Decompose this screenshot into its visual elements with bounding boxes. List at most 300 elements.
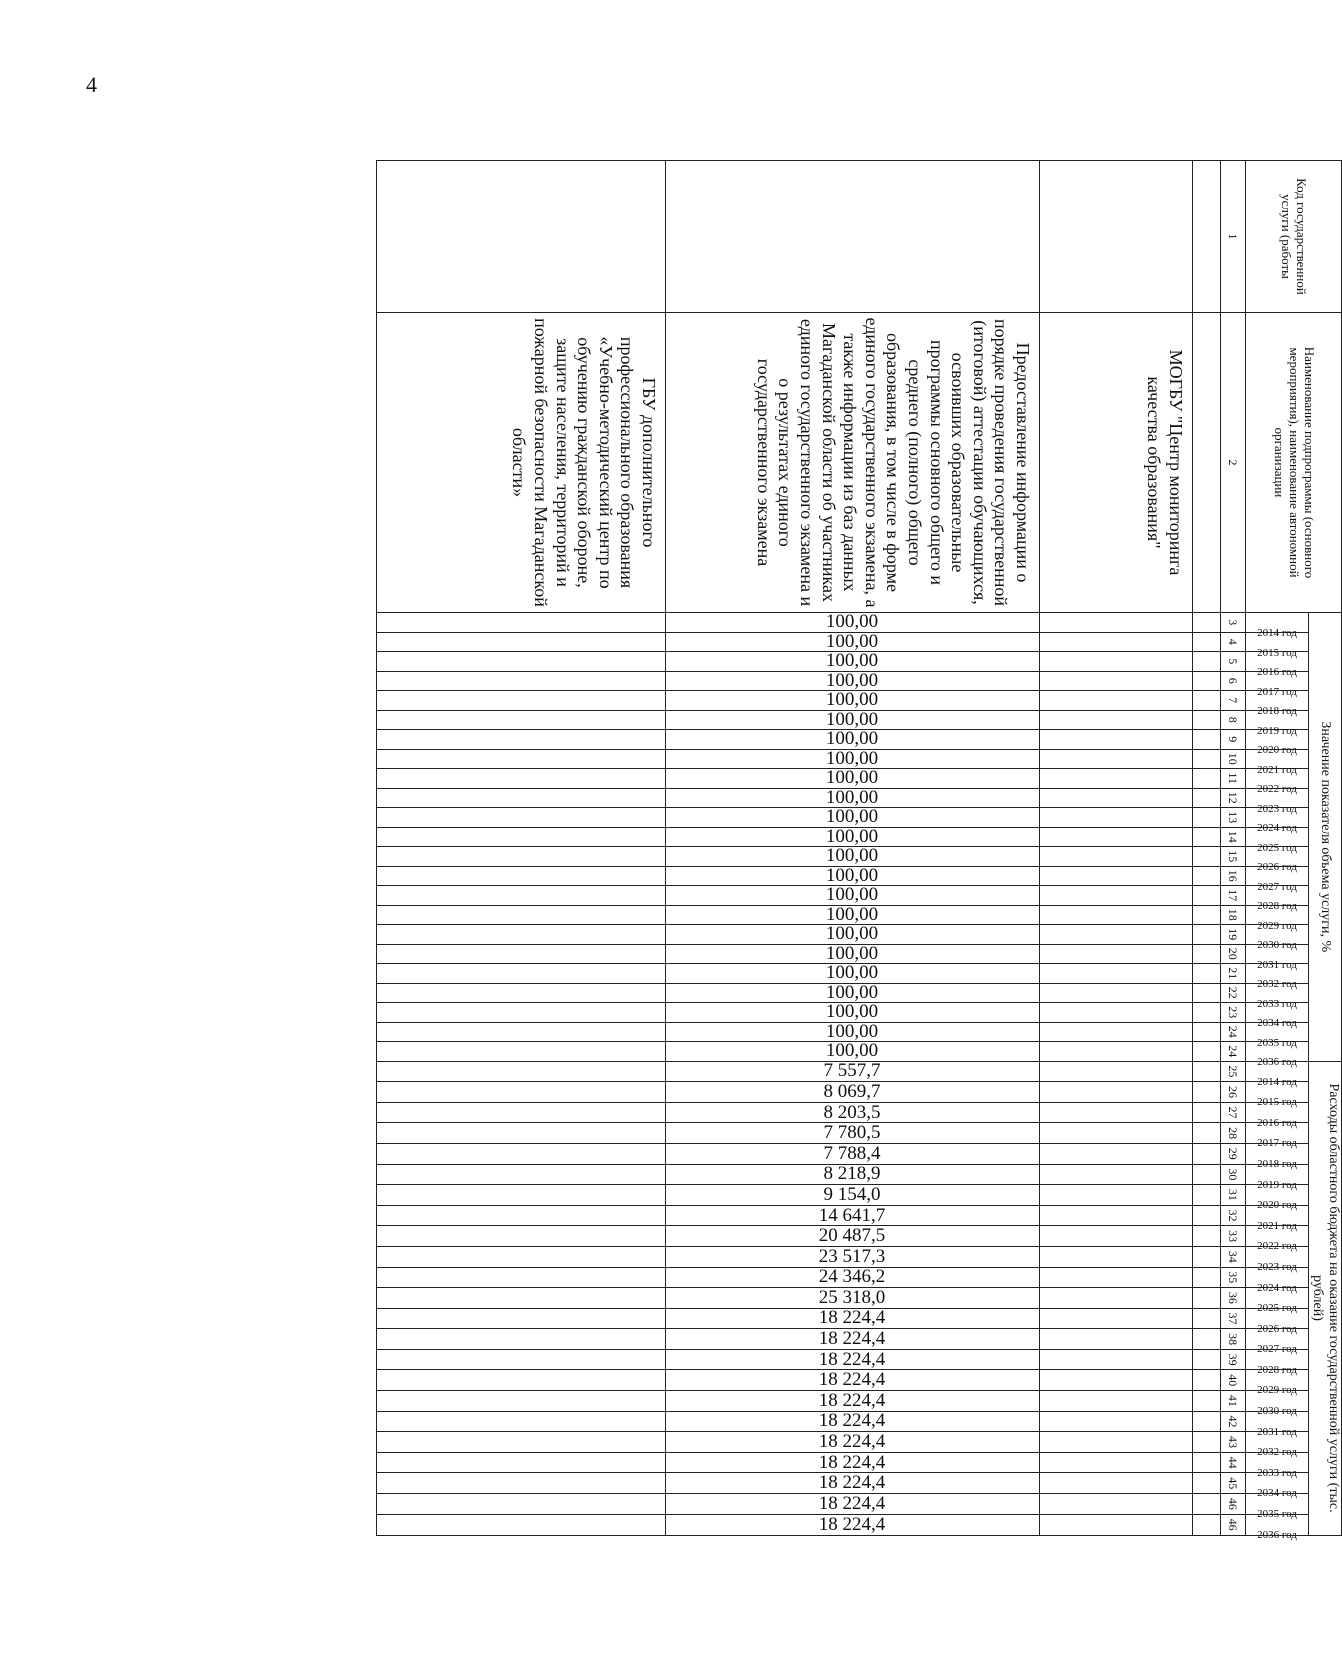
blank-cell [1193, 1226, 1221, 1247]
header-expenses: Расходы областного бюджета на оказание государственной услуги (тыс. рублей) [1309, 1061, 1342, 1535]
year-label: 2018 год [1257, 704, 1297, 717]
volume-cell [377, 1042, 666, 1062]
expense-cell [377, 1185, 666, 1206]
blank-cell [1193, 1061, 1221, 1082]
expense-cell [1040, 1267, 1193, 1288]
volume-cell [666, 964, 1040, 984]
column-number: 5 [1221, 652, 1246, 672]
blank-cell [1193, 1082, 1221, 1103]
column-number: 4 [1221, 632, 1246, 652]
year-label: 2024 год [1257, 821, 1297, 834]
column-number: 9 [1221, 730, 1246, 750]
year-label: 2023 год [1257, 802, 1297, 815]
expense-value: 18 224,4 [819, 1431, 886, 1453]
year-label: 2018 год [1257, 1157, 1297, 1170]
expense-cell [1040, 1494, 1193, 1515]
expense-cell [1040, 1246, 1193, 1267]
column-number: 10 [1221, 749, 1246, 769]
blank-cell [1193, 983, 1221, 1003]
rotated-table-container [270, 160, 1342, 1541]
volume-cell [377, 925, 666, 945]
expense-cell [377, 1061, 666, 1082]
column-number: 8 [1221, 710, 1246, 730]
year-label: 2014 год [1257, 626, 1297, 639]
expense-value: 18 224,4 [819, 1492, 886, 1514]
column-number: 27 [1221, 1102, 1246, 1123]
volume-value: 100,00 [826, 903, 879, 925]
expense-cell [377, 1391, 666, 1412]
volume-cell [1040, 730, 1193, 750]
expense-cell [377, 1102, 666, 1123]
volume-cell [377, 847, 666, 867]
column-number: 29 [1221, 1143, 1246, 1164]
volume-cell [1040, 866, 1193, 886]
volume-cell [377, 944, 666, 964]
blank-cell [1193, 1329, 1221, 1350]
blank-cell [1193, 1391, 1221, 1412]
volume-cell [666, 652, 1040, 672]
expense-cell [1040, 1514, 1193, 1535]
volume-cell [377, 749, 666, 769]
blank-cell [1193, 1143, 1221, 1164]
expense-cell [1040, 1288, 1193, 1309]
volume-cell [666, 1042, 1040, 1062]
year-label: 2016 год [1257, 665, 1297, 678]
expense-cell [377, 1288, 666, 1309]
expense-value: 18 224,4 [819, 1472, 886, 1494]
expense-cell [377, 1514, 666, 1535]
expense-cell [666, 1452, 1040, 1473]
volume-value: 100,00 [826, 1040, 879, 1062]
volume-cell [666, 710, 1040, 730]
volume-cell [377, 905, 666, 925]
column-number: 36 [1221, 1288, 1246, 1309]
volume-value: 100,00 [826, 650, 879, 672]
volume-cell [377, 1003, 666, 1023]
expense-cell [1040, 1452, 1193, 1473]
blank-cell [1193, 1003, 1221, 1023]
expense-cell [666, 1432, 1040, 1453]
column-number: 20 [1221, 944, 1246, 964]
volume-cell [1040, 710, 1193, 730]
blank-cell [1193, 866, 1221, 886]
service-code [1040, 161, 1193, 313]
expense-value: 18 224,4 [819, 1328, 886, 1350]
volume-value: 100,00 [826, 864, 879, 886]
expense-cell [377, 1246, 666, 1267]
expense-cell [1040, 1411, 1193, 1432]
column-number: 17 [1221, 886, 1246, 906]
column-number: 15 [1221, 847, 1246, 867]
expense-value: 9 154,0 [824, 1183, 881, 1205]
column-number: 21 [1221, 964, 1246, 984]
volume-cell [1040, 652, 1193, 672]
expense-cell [1040, 1082, 1193, 1103]
volume-value: 100,00 [826, 669, 879, 691]
volume-cell [377, 691, 666, 711]
volume-cell [377, 769, 666, 789]
volume-cell [666, 671, 1040, 691]
expense-value: 24 346,2 [819, 1266, 886, 1288]
year-label: 2033 год [1257, 1466, 1297, 1479]
expense-value: 18 224,4 [819, 1389, 886, 1411]
expense-cell [666, 1267, 1040, 1288]
volume-cell [666, 1003, 1040, 1023]
service-name: ГБУ дополнительного профессионального образования «Учебно-методический центр по обучению гражданской обороне, защите населения, территорий и пожарной безопасности Магаданской области» [377, 313, 666, 613]
expense-cell [666, 1514, 1040, 1535]
column-number: 24 [1221, 1042, 1246, 1062]
expense-cell [666, 1494, 1040, 1515]
year-label: 2027 год [1257, 1343, 1297, 1356]
year-label: 2022 год [1257, 1240, 1297, 1253]
table-row [666, 161, 1040, 1536]
volume-cell [1040, 749, 1193, 769]
expense-cell [1040, 1391, 1193, 1412]
expense-cell [666, 1473, 1040, 1494]
services-table [376, 160, 1342, 1541]
volume-cell [666, 886, 1040, 906]
blank-cell [1193, 1246, 1221, 1267]
year-label: 2014 год [1257, 1075, 1297, 1088]
volume-cell [377, 808, 666, 828]
expense-cell [377, 1123, 666, 1144]
year-label: 2031 год [1257, 1425, 1297, 1438]
volume-value: 100,00 [826, 981, 879, 1003]
expense-cell [377, 1494, 666, 1515]
volume-cell [1040, 671, 1193, 691]
blank-cell [1193, 1494, 1221, 1515]
column-number: 18 [1221, 905, 1246, 925]
header-name: Наименование подпрограммы (основного мероприятия), наименование автономной организации [1246, 313, 1342, 613]
volume-cell [377, 730, 666, 750]
expense-cell [666, 1205, 1040, 1226]
volume-cell [377, 632, 666, 652]
column-number: 42 [1221, 1411, 1246, 1432]
blank-cell [1193, 1473, 1221, 1494]
volume-value: 100,00 [826, 806, 879, 828]
expense-cell [1040, 1123, 1193, 1144]
blank-cell [1193, 1123, 1221, 1144]
year-label: 2036 год [1257, 1055, 1297, 1068]
volume-cell [1040, 983, 1193, 1003]
expense-value: 8 203,5 [824, 1101, 881, 1123]
expense-value: 18 224,4 [819, 1410, 886, 1432]
volume-value: 100,00 [826, 728, 879, 750]
year-label: 2032 год [1257, 977, 1297, 990]
expense-cell [377, 1082, 666, 1103]
expense-value: 8 218,9 [824, 1163, 881, 1185]
year-label: 2022 год [1257, 782, 1297, 795]
volume-cell [666, 983, 1040, 1003]
expense-cell [666, 1288, 1040, 1309]
expense-cell [666, 1329, 1040, 1350]
expense-cell [1040, 1329, 1193, 1350]
volume-cell [1040, 613, 1193, 633]
blank-cell [1193, 1452, 1221, 1473]
blank-cell [1193, 613, 1221, 633]
year-label: 2017 год [1257, 685, 1297, 698]
expense-cell [377, 1205, 666, 1226]
volume-cell [1040, 1003, 1193, 1023]
expense-cell [377, 1432, 666, 1453]
column-number: 40 [1221, 1370, 1246, 1391]
expense-cell [1040, 1102, 1193, 1123]
column-number: 39 [1221, 1349, 1246, 1370]
expense-value: 25 318,0 [819, 1286, 886, 1308]
expense-value: 18 224,4 [819, 1307, 886, 1329]
blank-cell [1193, 808, 1221, 828]
header-code: Код государственной услуги (работы [1246, 161, 1342, 313]
table-row [377, 161, 666, 1536]
expense-cell [377, 1349, 666, 1370]
volume-cell [1040, 769, 1193, 789]
expense-value: 14 641,7 [819, 1204, 886, 1226]
expense-cell [1040, 1226, 1193, 1247]
volume-cell [666, 944, 1040, 964]
column-number: 34 [1221, 1246, 1246, 1267]
expense-cell [377, 1473, 666, 1494]
blank-cell [1193, 1411, 1221, 1432]
volume-value: 100,00 [826, 786, 879, 808]
blank-cell [1193, 886, 1221, 906]
volume-value: 100,00 [826, 708, 879, 730]
volume-value: 100,00 [826, 942, 879, 964]
blank-cell [1193, 730, 1221, 750]
year-label: 2017 год [1257, 1137, 1297, 1150]
expense-cell [666, 1123, 1040, 1144]
expense-value: 18 224,4 [819, 1451, 886, 1473]
column-number: 32 [1221, 1205, 1246, 1226]
expense-cell [377, 1143, 666, 1164]
volume-cell [1040, 632, 1193, 652]
year-label: 2031 год [1257, 958, 1297, 971]
year-label: 2019 год [1257, 724, 1297, 737]
blank-cell [1193, 847, 1221, 867]
blank-cell [1193, 1288, 1221, 1309]
expense-value: 7 557,7 [824, 1060, 881, 1082]
blank-cell [1193, 1349, 1221, 1370]
volume-cell [1040, 691, 1193, 711]
service-code [666, 161, 1040, 313]
expense-cell [666, 1391, 1040, 1412]
column-number: 19 [1221, 925, 1246, 945]
blank-cell [1193, 161, 1221, 313]
column-number: 44 [1221, 1452, 1246, 1473]
expense-cell [666, 1164, 1040, 1185]
year-label: 2033 год [1257, 997, 1297, 1010]
year-label: 2026 год [1257, 860, 1297, 873]
expense-cell [1040, 1185, 1193, 1206]
year-label: 2020 год [1257, 1199, 1297, 1212]
volume-cell [666, 866, 1040, 886]
column-number: 3 [1221, 613, 1246, 633]
year-label: 2016 год [1257, 1116, 1297, 1129]
blank-cell [1193, 788, 1221, 808]
column-number: 30 [1221, 1164, 1246, 1185]
volume-cell [377, 983, 666, 1003]
volume-cell [1040, 886, 1193, 906]
volume-cell [666, 827, 1040, 847]
column-number: 35 [1221, 1267, 1246, 1288]
year-label: 2032 год [1257, 1446, 1297, 1459]
expense-cell [666, 1370, 1040, 1391]
year-label: 2034 год [1257, 1487, 1297, 1500]
volume-cell [666, 808, 1040, 828]
column-number: 13 [1221, 808, 1246, 828]
volume-cell [666, 925, 1040, 945]
volume-cell [666, 749, 1040, 769]
blank-cell [1193, 1102, 1221, 1123]
blank-cell [1193, 652, 1221, 672]
volume-value: 100,00 [826, 962, 879, 984]
year-label: 2015 год [1257, 1096, 1297, 1109]
volume-cell [666, 730, 1040, 750]
blank-cell [1193, 749, 1221, 769]
expense-cell [377, 1370, 666, 1391]
blank-cell [1193, 1432, 1221, 1453]
volume-cell [666, 632, 1040, 652]
volume-cell [1040, 944, 1193, 964]
blank-cell [1193, 1164, 1221, 1185]
year-label: 2026 год [1257, 1322, 1297, 1335]
expense-value: 18 224,4 [819, 1369, 886, 1391]
volume-value: 100,00 [826, 630, 879, 652]
year-label: 2028 год [1257, 1363, 1297, 1376]
service-code [377, 161, 666, 313]
blank-cell [1193, 1042, 1221, 1062]
expense-cell [1040, 1308, 1193, 1329]
year-label: 2021 год [1257, 763, 1297, 776]
volume-cell [1040, 827, 1193, 847]
expense-value: 7 788,4 [824, 1142, 881, 1164]
volume-cell [1040, 808, 1193, 828]
expense-value: 7 780,5 [824, 1122, 881, 1144]
year-label: 2030 год [1257, 938, 1297, 951]
blank-cell [1193, 1185, 1221, 1206]
column-number: 24 [1221, 1022, 1246, 1042]
volume-cell [1040, 847, 1193, 867]
column-number: 7 [1221, 691, 1246, 711]
volume-cell [1040, 1042, 1193, 1062]
table-row [1040, 161, 1193, 1536]
column-number: 1 [1221, 161, 1246, 313]
blank-cell [1193, 1514, 1221, 1535]
expense-cell [1040, 1164, 1193, 1185]
expense-value: 8 069,7 [824, 1080, 881, 1102]
expense-value: 23 517,3 [819, 1245, 886, 1267]
column-number: 37 [1221, 1308, 1246, 1329]
volume-value: 100,00 [826, 747, 879, 769]
expense-cell [377, 1164, 666, 1185]
expense-cell [666, 1308, 1040, 1329]
expense-cell [666, 1246, 1040, 1267]
column-number: 28 [1221, 1123, 1246, 1144]
blank-cell [1193, 944, 1221, 964]
year-header-vol-0 [1246, 613, 1309, 639]
expense-cell [377, 1308, 666, 1329]
volume-cell [666, 788, 1040, 808]
column-number: 2 [1221, 313, 1246, 613]
volume-cell [1040, 964, 1193, 984]
volume-cell [1040, 1022, 1193, 1042]
blank-cell [1193, 1308, 1221, 1329]
expense-cell [377, 1452, 666, 1473]
volume-value: 100,00 [826, 1020, 879, 1042]
year-label: 2021 год [1257, 1219, 1297, 1232]
volume-cell [666, 905, 1040, 925]
expense-cell [666, 1102, 1040, 1123]
year-label: 2030 год [1257, 1404, 1297, 1417]
expense-value: 20 487,5 [819, 1225, 886, 1247]
year-label: 2027 год [1257, 880, 1297, 893]
blank-cell [1193, 632, 1221, 652]
blank-cell [1193, 710, 1221, 730]
year-label: 2029 год [1257, 1384, 1297, 1397]
expense-value: 18 224,4 [819, 1513, 886, 1535]
volume-cell [377, 613, 666, 633]
blank-cell [1193, 313, 1221, 613]
volume-value: 100,00 [826, 689, 879, 711]
column-number: 16 [1221, 866, 1246, 886]
column-number: 23 [1221, 1003, 1246, 1023]
volume-cell [377, 866, 666, 886]
column-number: 14 [1221, 827, 1246, 847]
expense-cell [666, 1349, 1040, 1370]
column-number: 43 [1221, 1432, 1246, 1453]
volume-cell [377, 671, 666, 691]
service-name: Предоставление информации о порядке проведения государственной (итоговой) аттестации обучающихся, освоивших образовательные программы основного общего и среднего (полного) общего образования, в том числе в форме единого государственного экзамена, а также информации из баз данных Магаданской области об участниках единого государственного экзамена и о результатах единого государственного экзамена [666, 313, 1040, 613]
column-number: 6 [1221, 671, 1246, 691]
volume-cell [377, 710, 666, 730]
volume-cell [377, 788, 666, 808]
column-number: 41 [1221, 1391, 1246, 1412]
year-label: 2028 год [1257, 899, 1297, 912]
volume-value: 100,00 [826, 923, 879, 945]
year-label: 2036 год [1257, 1528, 1297, 1541]
service-name: МОГБУ "Центр мониторинга качества образования" [1040, 313, 1193, 613]
year-label: 2024 год [1257, 1281, 1297, 1294]
volume-cell [1040, 905, 1193, 925]
volume-cell [666, 1022, 1040, 1042]
column-number: 38 [1221, 1329, 1246, 1350]
expense-cell [1040, 1061, 1193, 1082]
expense-cell [666, 1185, 1040, 1206]
blank-cell [1193, 925, 1221, 945]
column-number: 22 [1221, 983, 1246, 1003]
expense-cell [377, 1267, 666, 1288]
expense-cell [1040, 1205, 1193, 1226]
year-label: 2034 год [1257, 1016, 1297, 1029]
blank-cell [1193, 691, 1221, 711]
expense-cell [377, 1411, 666, 1432]
volume-cell [1040, 925, 1193, 945]
year-label: 2015 год [1257, 646, 1297, 659]
column-number: 33 [1221, 1226, 1246, 1247]
blank-cell [1193, 1267, 1221, 1288]
volume-value: 100,00 [826, 767, 879, 789]
volume-cell [666, 847, 1040, 867]
expense-cell [1040, 1143, 1193, 1164]
column-number: 31 [1221, 1185, 1246, 1206]
blank-cell [1193, 1370, 1221, 1391]
expense-cell [666, 1411, 1040, 1432]
volume-value: 100,00 [826, 611, 879, 633]
column-number: 11 [1221, 769, 1246, 789]
blank-cell [1193, 905, 1221, 925]
volume-value: 100,00 [826, 884, 879, 906]
expense-cell [666, 1143, 1040, 1164]
volume-cell [377, 964, 666, 984]
